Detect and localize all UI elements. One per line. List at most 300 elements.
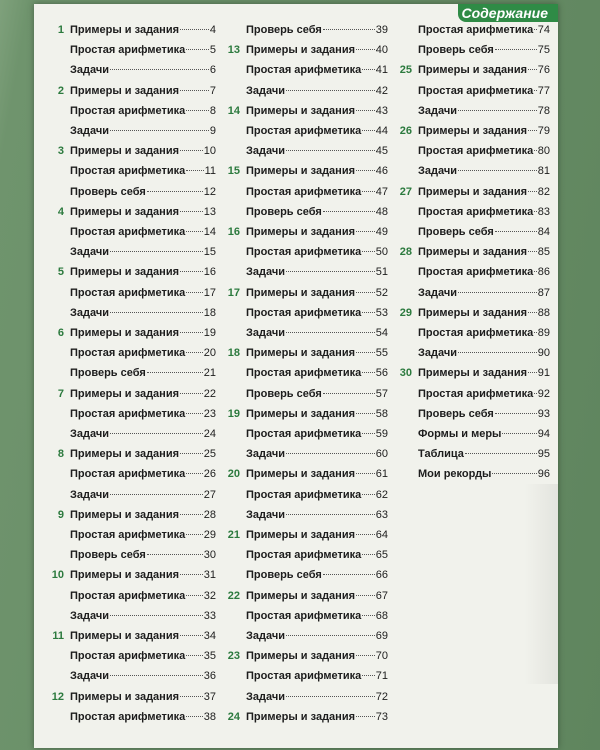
toc-leader-dots <box>362 493 374 495</box>
toc-entry-page: 70 <box>375 650 388 663</box>
toc-entry-page: 11 <box>204 165 216 178</box>
toc-entry <box>42 81 216 101</box>
toc-entry-title: Простая арифметика <box>246 670 362 683</box>
toc-entry-page: 9 <box>209 125 216 137</box>
toc-entry-title: Проверь себя <box>246 387 322 400</box>
toc-entry <box>42 666 216 686</box>
toc-entry-page: 23 <box>203 407 216 420</box>
toc-entry-title: Примеры и задания <box>70 448 179 461</box>
toc-leader-dots <box>502 432 536 434</box>
toc-leader-dots <box>110 311 203 313</box>
toc-leader-dots <box>286 331 375 333</box>
toc-leader-dots <box>362 68 374 70</box>
toc-entry-page: 8 <box>209 104 216 117</box>
toc-entry <box>42 384 216 404</box>
toc-entry-title: Задачи <box>246 508 285 521</box>
toc-leader-dots <box>286 695 375 697</box>
toc-entry <box>42 565 216 585</box>
page-title: Содержание <box>461 5 548 21</box>
toc-leader-dots <box>180 513 203 515</box>
toc-entry-title: Простая арифметика <box>418 327 534 339</box>
toc-entry <box>42 646 216 666</box>
toc-entry-page: 86 <box>537 266 550 279</box>
toc-entry-title: Задачи <box>70 488 109 501</box>
toc-entry <box>392 121 550 141</box>
toc-entry <box>218 141 388 161</box>
toc-entry-page: 96 <box>537 468 550 481</box>
toc-entry-page: 62 <box>375 488 388 501</box>
toc-entry <box>218 101 388 121</box>
toc-entry <box>218 565 388 585</box>
toc-entry-title: Проверь себя <box>70 367 146 380</box>
toc-entry-title: Таблица <box>418 448 464 461</box>
toc-entry-page: 30 <box>203 549 216 562</box>
toc-entry <box>42 707 216 727</box>
toc-leader-dots <box>534 149 536 151</box>
toc-entry-page: 43 <box>375 104 388 117</box>
toc-entry-title: Простая арифметика <box>70 44 186 57</box>
toc-leader-dots <box>492 472 536 474</box>
toc-entry-title: Задачи <box>246 690 285 703</box>
toc-leader-dots <box>356 533 375 535</box>
toc-entry-title: Примеры и задания <box>70 387 179 400</box>
toc-entry-number: 12 <box>51 690 64 703</box>
toc-leader-dots <box>323 392 375 394</box>
toc-entry-title: Проверь себя <box>70 549 146 562</box>
toc-entry-page: 90 <box>537 347 550 360</box>
toc-entry-title: Простая арифметика <box>70 589 186 602</box>
toc-entry <box>42 161 216 181</box>
toc-entry-title: Примеры и задания <box>70 84 179 97</box>
toc-leader-dots <box>528 250 537 252</box>
toc-entry-page: 47 <box>375 185 388 198</box>
toc-entry <box>218 283 388 303</box>
toc-entry-page: 55 <box>375 347 388 360</box>
toc-leader-dots <box>323 210 375 212</box>
toc-leader-dots <box>356 230 375 232</box>
toc-leader-dots <box>286 149 375 151</box>
toc-entry-title: Примеры и задания <box>246 44 355 57</box>
toc-leader-dots <box>110 674 203 676</box>
toc-entry <box>42 121 216 141</box>
toc-entry-page: 31 <box>203 569 216 582</box>
toc-leader-dots <box>180 452 203 454</box>
toc-leader-dots <box>495 48 537 50</box>
toc-leader-dots <box>286 513 375 515</box>
toc-entry-title: Простая арифметика <box>418 387 534 400</box>
toc-leader-dots <box>362 311 374 313</box>
toc-entry-number: 5 <box>57 266 64 279</box>
toc-entry <box>218 81 388 101</box>
toc-entry <box>218 20 388 40</box>
toc-leader-dots <box>362 432 374 434</box>
toc-entry-number: 24 <box>227 710 240 723</box>
toc-entry-page: 71 <box>375 670 388 683</box>
toc-leader-dots <box>534 331 536 333</box>
toc-entry-page: 7 <box>209 84 216 97</box>
toc-entry-page: 67 <box>375 589 388 602</box>
toc-entry-title: Задачи <box>70 246 109 259</box>
toc-leader-dots <box>286 634 375 636</box>
toc-entry-title: Задачи <box>418 104 457 117</box>
toc-entry <box>392 404 550 424</box>
toc-entry-page: 95 <box>537 448 550 461</box>
toc-entry-title: Простая арифметика <box>246 64 362 77</box>
toc-leader-dots <box>528 190 537 192</box>
toc-entry <box>42 545 216 565</box>
toc-leader-dots <box>110 129 209 131</box>
toc-entry-number: 17 <box>227 286 240 299</box>
toc-leader-dots <box>362 371 374 373</box>
toc-entry-page: 33 <box>203 609 216 622</box>
toc-entry <box>42 20 216 40</box>
toc-entry <box>42 343 216 363</box>
toc-entry-title: Примеры и задания <box>70 569 179 582</box>
toc-entry-number: 16 <box>227 226 240 238</box>
toc-entry <box>42 424 216 444</box>
toc-entry-page: 73 <box>375 710 388 723</box>
toc-entry <box>42 262 216 282</box>
toc-entry <box>392 323 550 343</box>
toc-entry-page: 49 <box>375 226 388 238</box>
toc-entry <box>42 363 216 383</box>
toc-entry <box>42 323 216 343</box>
toc-leader-dots <box>180 695 203 697</box>
toc-leader-dots <box>362 553 374 555</box>
toc-leader-dots <box>356 351 375 353</box>
toc-entry <box>392 182 550 202</box>
toc-leader-dots <box>362 250 374 252</box>
toc-entry <box>42 525 216 545</box>
toc-entry <box>42 444 216 464</box>
toc-leader-dots <box>356 472 375 474</box>
toc-leader-dots <box>186 48 209 50</box>
toc-entry <box>218 323 388 343</box>
toc-entry <box>42 303 216 323</box>
toc-leader-dots <box>186 412 202 414</box>
toc-leader-dots <box>186 351 202 353</box>
toc-entry <box>218 505 388 525</box>
toc-entry <box>42 586 216 606</box>
toc-entry-title: Задачи <box>70 609 109 622</box>
toc-leader-dots <box>180 634 203 636</box>
toc-leader-dots <box>356 291 375 293</box>
toc-entry <box>42 505 216 525</box>
toc-entry <box>42 626 216 646</box>
toc-entry-page: 14 <box>203 226 216 238</box>
toc-entry-number: 9 <box>57 508 64 521</box>
toc-entry-page: 84 <box>537 226 550 238</box>
toc-entry-title: Задачи <box>70 306 109 319</box>
toc-leader-dots <box>180 210 203 212</box>
toc-entry <box>392 424 550 444</box>
toc-entry-page: 16 <box>203 266 216 279</box>
toc-leader-dots <box>528 68 537 70</box>
toc-entry-number: 6 <box>57 327 64 339</box>
toc-entry-title: Простая арифметика <box>246 488 362 501</box>
toc-entry-title: Задачи <box>70 64 109 77</box>
toc-entry-number: 13 <box>227 44 240 57</box>
toc-entry-page: 83 <box>537 205 550 218</box>
toc-entry-title: Примеры и задания <box>246 529 355 541</box>
toc-entry-title: Примеры и задания <box>70 205 179 218</box>
toc-entry-page: 54 <box>375 327 388 339</box>
toc-entry-page: 35 <box>203 650 216 663</box>
toc-entry <box>42 242 216 262</box>
toc-entry-title: Примеры и задания <box>246 286 355 299</box>
toc-entry <box>218 60 388 80</box>
toc-entry-title: Примеры и задания <box>70 630 179 642</box>
toc-entry-title: Примеры и задания <box>246 104 355 117</box>
toc-entry-page: 5 <box>209 44 216 57</box>
toc-entry-title: Примеры и задания <box>70 690 179 703</box>
toc-entry-page: 63 <box>375 508 388 521</box>
toc-entry-page: 34 <box>203 630 216 642</box>
toc-leader-dots <box>356 412 375 414</box>
toc-entry-title: Простая арифметика <box>246 428 362 440</box>
toc-entry-page: 79 <box>537 125 550 137</box>
toc-entry-title: Задачи <box>246 448 285 461</box>
toc-entry-page: 74 <box>537 24 550 36</box>
toc-entry <box>42 182 216 202</box>
page-shadow <box>524 484 558 684</box>
toc-entry-title: Задачи <box>418 286 457 299</box>
toc-entry-page: 45 <box>375 145 388 158</box>
toc-entry <box>42 222 216 242</box>
toc-entry-title: Задачи <box>246 145 285 158</box>
toc-leader-dots <box>286 89 375 91</box>
toc-leader-dots <box>110 68 209 70</box>
toc-leader-dots <box>147 371 203 373</box>
toc-entry-title: Примеры и задания <box>70 266 179 279</box>
toc-entry-page: 75 <box>537 44 550 57</box>
toc-entry-title: Простая арифметика <box>70 104 186 117</box>
toc-entry-title: Простая арифметика <box>70 407 186 420</box>
toc-entry-page: 51 <box>375 266 388 279</box>
toc-entry <box>42 101 216 121</box>
toc-entry <box>392 464 550 484</box>
toc-entry <box>218 707 388 727</box>
toc-leader-dots <box>458 169 537 171</box>
toc-entry-title: Простая арифметика <box>418 205 534 218</box>
toc-entry <box>42 687 216 707</box>
toc-leader-dots <box>458 351 537 353</box>
toc-entry <box>392 60 550 80</box>
toc-entry-title: Примеры и задания <box>246 226 355 238</box>
toc-leader-dots <box>110 614 203 616</box>
toc-leader-dots <box>356 715 375 717</box>
toc-entry <box>42 404 216 424</box>
toc-leader-dots <box>362 674 374 676</box>
toc-entry-title: Простая арифметика <box>70 165 186 178</box>
toc-entry <box>218 40 388 60</box>
toc-entry <box>218 242 388 262</box>
toc-leader-dots <box>186 715 202 717</box>
toc-entry-page: 36 <box>203 670 216 683</box>
toc-entry <box>218 687 388 707</box>
toc-leader-dots <box>528 129 537 131</box>
toc-entry-page: 87 <box>537 286 550 299</box>
toc-entry <box>392 262 550 282</box>
toc-leader-dots <box>356 109 375 111</box>
toc-entry-title: Простая арифметика <box>246 367 362 380</box>
toc-entry-page: 91 <box>537 367 550 380</box>
toc-entry-page: 17 <box>203 286 216 299</box>
toc-leader-dots <box>186 169 203 171</box>
toc-entry <box>42 202 216 222</box>
toc-entry <box>218 464 388 484</box>
toc-entry <box>218 646 388 666</box>
toc-entry <box>218 363 388 383</box>
toc-entry-number: 8 <box>57 448 64 461</box>
toc-entry <box>42 60 216 80</box>
toc-entry-page: 48 <box>375 205 388 218</box>
toc-entry-title: Проверь себя <box>246 205 322 218</box>
toc-entry-page: 89 <box>537 327 550 339</box>
toc-entry-number: 25 <box>399 64 412 77</box>
toc-leader-dots <box>186 533 202 535</box>
toc-entry-page: 32 <box>203 589 216 602</box>
toc-entry-page: 20 <box>203 347 216 360</box>
toc-leader-dots <box>528 311 537 313</box>
toc-entry-title: Простая арифметика <box>70 710 186 723</box>
toc-entry-page: 25 <box>203 448 216 461</box>
toc-entry-title: Примеры и задания <box>246 407 355 420</box>
toc-entry <box>218 182 388 202</box>
toc-entry-page: 81 <box>537 165 550 178</box>
toc-entry-page: 6 <box>209 64 216 77</box>
toc-entry-title: Примеры и задания <box>70 24 179 36</box>
toc-entry-number: 11 <box>52 630 64 642</box>
toc-leader-dots <box>356 594 375 596</box>
toc-entry <box>392 303 550 323</box>
toc-entry-title: Простая арифметика <box>418 266 534 279</box>
toc-entry <box>218 404 388 424</box>
toc-entry <box>218 586 388 606</box>
toc-leader-dots <box>110 432 203 434</box>
toc-entry-title: Мои рекорды <box>418 468 492 481</box>
toc-entry-title: Простая арифметика <box>246 125 362 137</box>
toc-entry-page: 24 <box>203 428 216 440</box>
toc-entry-page: 65 <box>375 549 388 562</box>
toc-entry-title: Проверь себя <box>418 407 494 420</box>
toc-entry-number: 10 <box>51 569 64 582</box>
toc-leader-dots <box>180 270 203 272</box>
toc-entry-title: Примеры и задания <box>70 145 179 158</box>
toc-entry-title: Примеры и задания <box>246 165 355 178</box>
toc-entry-title: Примеры и задания <box>418 64 527 77</box>
toc-entry-title: Проверь себя <box>246 569 322 582</box>
toc-entry-title: Примеры и задания <box>70 508 179 521</box>
toc-entry-number: 30 <box>399 367 412 380</box>
toc-entry-page: 76 <box>537 64 550 77</box>
toc-entry-page: 85 <box>537 246 550 259</box>
toc-entry-page: 12 <box>203 185 216 198</box>
toc-entry <box>42 283 216 303</box>
toc-leader-dots <box>186 291 202 293</box>
toc-leader-dots <box>110 493 203 495</box>
toc-entry-number: 21 <box>227 529 240 541</box>
toc-entry-number: 15 <box>227 165 240 178</box>
toc-entry-number: 3 <box>57 145 64 158</box>
toc-leader-dots <box>180 89 209 91</box>
toc-entry-page: 64 <box>375 529 388 541</box>
toc-entry-number: 18 <box>227 347 240 360</box>
toc-entry-page: 52 <box>375 286 388 299</box>
toc-entry-page: 50 <box>375 246 388 259</box>
toc-entry <box>392 40 550 60</box>
toc-entry-page: 60 <box>375 448 388 461</box>
toc-entry-title: Простая арифметика <box>246 609 362 622</box>
toc-entry <box>218 303 388 323</box>
toc-entry <box>218 202 388 222</box>
toc-entry-page: 59 <box>375 428 388 440</box>
toc-entry-title: Простая арифметика <box>246 246 362 259</box>
toc-leader-dots <box>323 573 375 575</box>
toc-leader-dots <box>362 614 374 616</box>
toc-entry <box>218 424 388 444</box>
toc-entry-page: 37 <box>203 690 216 703</box>
toc-leader-dots <box>534 392 536 394</box>
toc-entry-page: 94 <box>537 428 550 440</box>
toc-entry-page: 21 <box>203 367 216 380</box>
toc-entry-number: 2 <box>57 84 64 97</box>
toc-entry <box>218 626 388 646</box>
toc-entry-page: 26 <box>203 468 216 481</box>
toc-leader-dots <box>286 452 375 454</box>
toc-leader-dots <box>528 371 537 373</box>
toc-entry-title: Формы и меры <box>418 428 502 440</box>
toc-leader-dots <box>186 109 209 111</box>
toc-entry <box>42 464 216 484</box>
toc-leader-dots <box>186 472 202 474</box>
toc-entry-number: 7 <box>57 387 64 400</box>
toc-entry <box>218 161 388 181</box>
toc-entry-page: 40 <box>375 44 388 57</box>
toc-entry <box>42 141 216 161</box>
toc-entry-page: 69 <box>375 630 388 642</box>
toc-entry-title: Примеры и задания <box>418 246 527 259</box>
toc-entry-title: Проверь себя <box>246 24 322 36</box>
toc-leader-dots <box>110 250 203 252</box>
toc-entry-page: 57 <box>375 387 388 400</box>
toc-leader-dots <box>362 190 374 192</box>
toc-entry-title: Примеры и задания <box>246 347 355 360</box>
toc-entry-title: Простая арифметика <box>418 145 534 158</box>
toc-entry-page: 22 <box>203 387 216 400</box>
toc-entry-title: Задачи <box>246 630 285 642</box>
toc-entry-title: Задачи <box>70 670 109 683</box>
toc-entry-title: Простая арифметика <box>70 226 186 238</box>
toc-entry <box>392 283 550 303</box>
toc-entry <box>392 202 550 222</box>
toc-entry-page: 66 <box>375 569 388 582</box>
toc-entry-title: Простая арифметика <box>70 650 186 663</box>
toc-entry-page: 53 <box>375 306 388 319</box>
toc-entry-title: Примеры и задания <box>418 306 527 319</box>
toc-entry-page: 15 <box>203 246 216 259</box>
toc-entry-page: 29 <box>203 529 216 541</box>
toc-entry <box>392 141 550 161</box>
toc-entry-title: Примеры и задания <box>70 327 179 339</box>
toc-entry <box>218 545 388 565</box>
toc-entry-page: 80 <box>537 145 550 158</box>
toc-leader-dots <box>180 573 203 575</box>
toc-leader-dots <box>534 28 536 30</box>
toc-entry <box>218 222 388 242</box>
toc-entry <box>392 242 550 262</box>
toc-entry-page: 92 <box>537 387 550 400</box>
